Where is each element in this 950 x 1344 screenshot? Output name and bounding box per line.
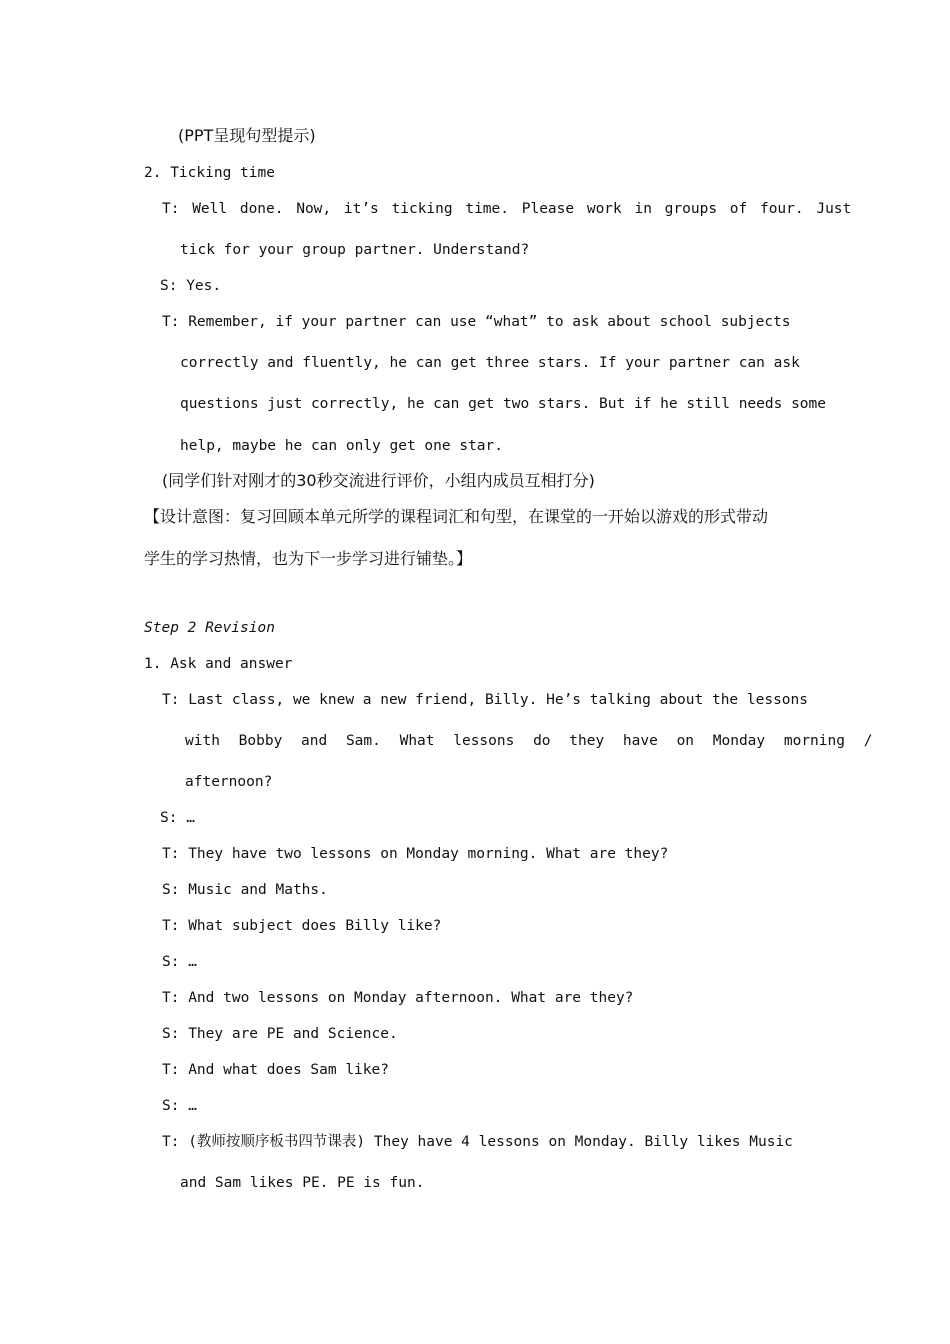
ppt-hint-note: (PPT呈现句型提示) — [178, 126, 316, 145]
dialogue-line: correctly and fluently, he can get three stars. If your partner can ask — [180, 355, 800, 371]
dialogue-line: T: They have two lessons on Monday morning. What are they? — [162, 846, 669, 862]
dialogue-line: S: … — [160, 810, 195, 826]
design-intent-cont: 学生的学习热情，也为下一步学习进行铺垫。】 — [144, 549, 473, 568]
dialogue-line: S: They are PE and Science. — [162, 1026, 398, 1042]
dialogue-line: T: (教师按顺序板书四节课表) They have 4 lessons on Monday. Billy likes Music — [162, 1134, 793, 1150]
dialogue-text: T: Well done. Now, it’s ticking time. Please work in groups of four. Just — [162, 201, 852, 217]
dialogue-line: T: And two lessons on Monday afternoon. What are they? — [162, 990, 634, 1006]
dialogue-line: questions just correctly, he can get two stars. But if he still needs some — [180, 396, 827, 412]
step-heading: Step 2 Revision — [144, 620, 275, 636]
dialogue-line: S: … — [162, 1098, 197, 1114]
dialogue-line: help, maybe he can only get one star. — [180, 438, 504, 454]
dialogue-line: and Sam likes PE. PE is fun. — [180, 1175, 425, 1191]
dialogue-line: afternoon? — [185, 774, 273, 790]
dialogue-line: T: What subject does Billy like? — [162, 918, 442, 934]
dialogue-line: T: And what does Sam like? — [162, 1062, 389, 1078]
section-ask-and-answer: 1. Ask and answer — [144, 656, 293, 672]
design-intent: 【设计意图：复习回顾本单元所学的课程词汇和句型，在课堂的一开始以游戏的形式带动 — [144, 507, 769, 526]
dialogue-line: S: … — [162, 954, 197, 970]
dialogue-line: with Bobby and Sam. What lessons do they have on Monday morning / — [185, 733, 873, 749]
dialogue-line: S: Yes. — [160, 278, 222, 294]
dialogue-line: T: Remember, if your partner can use “what” to ask about school subjects — [162, 314, 791, 330]
section-ticking-time: 2. Ticking time — [144, 165, 275, 181]
evaluation-note: (同学们针对刚才的30秒交流进行评价，小组内成员互相打分) — [162, 471, 595, 490]
dialogue-line: T: Last class, we knew a new friend, Billy. He’s talking about the lessons — [162, 692, 809, 708]
dialogue-line: S: Music and Maths. — [162, 882, 328, 898]
dialogue-line — [162, 199, 852, 219]
dialogue-line: tick for your group partner. Understand? — [180, 242, 530, 258]
